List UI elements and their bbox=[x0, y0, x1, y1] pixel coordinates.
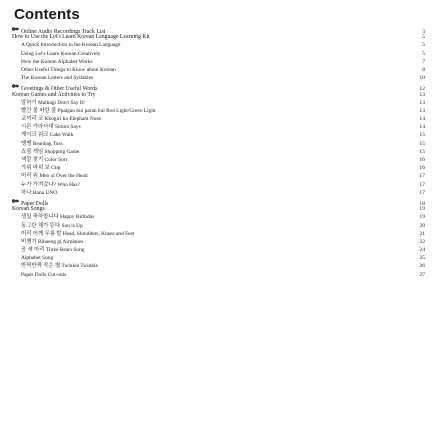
toc-entry-page: 17 bbox=[419, 181, 425, 188]
toc-entry-page: 16 bbox=[419, 165, 425, 172]
toc-entry[interactable] bbox=[12, 91, 431, 99]
toc-entry[interactable] bbox=[12, 271, 431, 279]
toc-entry-title: 코끼리 코 Kkogiri ko Elephant Nose bbox=[21, 116, 101, 123]
toc-entry-title: 땡땡 Beanbag Toss bbox=[21, 140, 63, 147]
toc-entry[interactable] bbox=[12, 222, 431, 230]
toc-entry[interactable] bbox=[12, 213, 431, 221]
toc-entry-page: 13 bbox=[419, 107, 425, 114]
toc-entry-page: 17 bbox=[419, 173, 425, 180]
toc-entry-page: 22 bbox=[419, 238, 425, 245]
toc-entry-page: 3 bbox=[422, 29, 425, 35]
toc-entry[interactable] bbox=[12, 107, 431, 115]
toc-entry-title: 머리 위 Meo ui Over the Head bbox=[21, 173, 88, 180]
toc-entry-page: 5 bbox=[422, 34, 425, 41]
toc-entry-title: A Quick Introduction to the Korean Language bbox=[21, 42, 121, 49]
toc-entry-page: 5 bbox=[422, 50, 425, 57]
toc-entry-title: 비행기 Bihaeng gi Airplanes bbox=[21, 238, 84, 245]
toc-entry-page: 10 bbox=[419, 75, 425, 82]
hand-pointer-icon bbox=[12, 197, 20, 205]
toc-entry-title: How to Use the Let's Learn Korean Language Learning Kit bbox=[12, 34, 150, 41]
toc-entry-page: 20 bbox=[419, 222, 425, 229]
toc-entry[interactable] bbox=[12, 74, 431, 82]
toc-entry[interactable] bbox=[12, 140, 431, 148]
toc-entry[interactable] bbox=[12, 148, 431, 156]
toc-entry[interactable] bbox=[12, 230, 431, 238]
toc-entry-title: 곰 세 마리 Three Bears Song bbox=[21, 247, 85, 254]
toc-entry[interactable] bbox=[12, 115, 431, 123]
toc-entry-page: 16 bbox=[419, 157, 425, 163]
toc-entry[interactable] bbox=[12, 82, 431, 93]
toc-entry[interactable] bbox=[12, 50, 431, 58]
toc-entry-title: 하나 Hana UNO bbox=[21, 189, 58, 196]
toc-entry-title: 누가 가져갔나? Who Has? bbox=[21, 181, 80, 188]
toc-entry-page: 21 bbox=[419, 230, 425, 237]
toc-entry[interactable] bbox=[12, 156, 431, 164]
toc-entry[interactable] bbox=[12, 25, 431, 33]
table-of-contents bbox=[12, 25, 431, 279]
toc-entry-page: 19 bbox=[419, 214, 425, 221]
toc-entry-page: 19 bbox=[419, 206, 425, 213]
toc-entry-title: Alphabet Song bbox=[21, 255, 54, 262]
toc-entry-page: 12 bbox=[419, 86, 425, 93]
toc-entry-page: 7 bbox=[422, 58, 425, 65]
toc-entry[interactable] bbox=[12, 123, 431, 131]
toc-entry-page: 13 bbox=[419, 91, 425, 98]
toc-entry-page: 15 bbox=[419, 148, 425, 155]
toc-entry[interactable] bbox=[12, 99, 431, 107]
toc-entry-page: 24 bbox=[419, 247, 425, 254]
toc-entry-title: Greetings & Other Useful Words bbox=[21, 86, 98, 93]
toc-entry-page: 15 bbox=[419, 132, 425, 139]
toc-entry-title: Paper Dolls Cut-outs bbox=[21, 271, 67, 278]
toc-entry-title: Using Let's Learn Korean Creatively bbox=[21, 50, 101, 57]
toc-entry[interactable] bbox=[12, 238, 431, 246]
hand-pointer-icon bbox=[12, 25, 20, 33]
toc-entry-page: 8 bbox=[422, 66, 425, 73]
page-title: Contents bbox=[14, 6, 80, 23]
toc-entry[interactable] bbox=[12, 131, 431, 139]
toc-entry-title: 말하기 Malhagi Don't Say It! bbox=[21, 99, 85, 106]
toc-entry-title: Korean Songs bbox=[12, 206, 45, 213]
toc-entry[interactable] bbox=[12, 205, 431, 213]
toc-entry[interactable] bbox=[12, 33, 431, 41]
toc-entry-title: How the Korean Alphabet Works bbox=[21, 58, 93, 65]
toc-entry-title: Online Audio Recordings Track List bbox=[21, 29, 106, 35]
toc-entry[interactable] bbox=[12, 172, 431, 180]
toc-entry[interactable] bbox=[12, 246, 431, 254]
toc-entry[interactable] bbox=[12, 262, 431, 270]
toc-entry-page: 5 bbox=[422, 42, 425, 49]
toc-entry-title: Paper Dolls bbox=[21, 200, 49, 207]
toc-entry[interactable] bbox=[12, 254, 431, 262]
toc-entry-page: 27 bbox=[419, 271, 425, 278]
toc-entry-title: 시몬 가라사대 Simon Says bbox=[21, 124, 81, 131]
toc-entry-title: 케이크 워크 Cake Walk bbox=[21, 132, 74, 139]
toc-entry-page: 18 bbox=[419, 200, 425, 207]
toc-entry[interactable] bbox=[12, 181, 431, 189]
toc-entry-title: 생일 축하합니다 Happy Birthday bbox=[21, 214, 95, 221]
toc-entry-title: 가위 바위 보 Gbp bbox=[21, 165, 61, 172]
hand-pointer-icon bbox=[12, 82, 20, 90]
toc-entry-title: 머리 어깨 무릎 발 Head, Shoulders, Knees and Feet bbox=[21, 230, 135, 237]
toc-entry-page: 14 bbox=[419, 116, 425, 123]
toc-entry[interactable] bbox=[12, 164, 431, 172]
toc-entry-page: 13 bbox=[419, 99, 425, 106]
toc-entry-page: 17 bbox=[419, 189, 425, 196]
toc-entry-title: 동그란 해가 뜬다 Sun is Up bbox=[21, 222, 83, 229]
toc-entry[interactable] bbox=[12, 66, 431, 74]
toc-entry-title: 반짝반짝 작은 별 Twinkle Twinkle bbox=[21, 263, 98, 270]
toc-entry[interactable] bbox=[12, 41, 431, 49]
toc-entry-page: 14 bbox=[419, 124, 425, 131]
toc-entry[interactable] bbox=[12, 189, 431, 197]
toc-entry-title: 쇼핑 게임 Shopping Game bbox=[21, 148, 80, 155]
toc-entry-title: Korean Games and Activities to Try bbox=[12, 91, 96, 98]
toc-entry-page: 15 bbox=[419, 140, 425, 147]
toc-entry[interactable] bbox=[12, 197, 431, 205]
toc-entry-title: 빨간 불 파란 불 Ppalgan bul paran bul Red Light/Green Light bbox=[21, 107, 156, 114]
toc-entry-page: 26 bbox=[419, 263, 425, 270]
toc-entry-title: 색깔 찾기 Color Sort bbox=[21, 157, 68, 163]
toc-entry[interactable] bbox=[12, 58, 431, 66]
toc-entry-page: 25 bbox=[419, 255, 425, 262]
toc-entry-title: The Korean Letters and Syllables bbox=[21, 75, 94, 82]
toc-entry-title: Other Useful Things to Know about Korean bbox=[21, 66, 116, 73]
